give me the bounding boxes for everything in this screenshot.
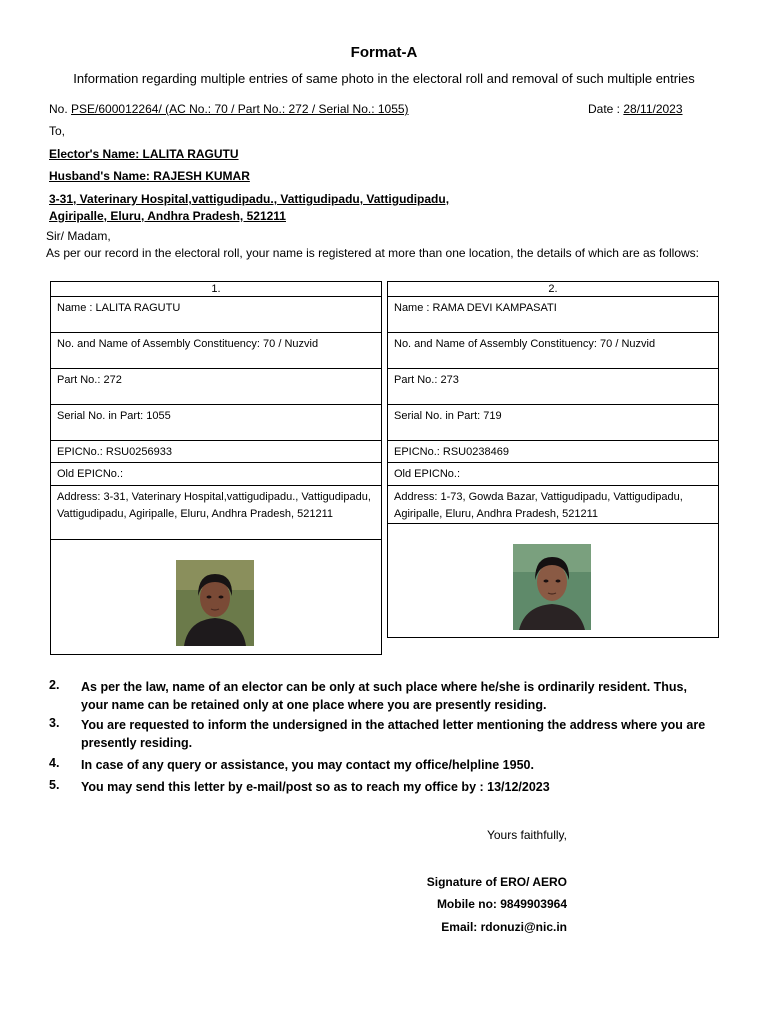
entry-card-2 <box>387 281 719 638</box>
address-line-1: 3-31, Vaterinary Hospital,vattigudipadu., Vattigudipadu, Vattigudipadu, <box>49 192 450 206</box>
entry-photo-cell <box>51 540 381 654</box>
entry-card-1 <box>50 281 382 655</box>
entry-epic: EPICNo.: RSU0238469 <box>388 441 718 463</box>
entry-index: 1. <box>51 282 381 297</box>
elector-photo-2 <box>513 544 591 630</box>
point-number: 2. <box>49 678 60 692</box>
entry-constituency: No. and Name of Assembly Constituency: 70 / Nuzvid <box>388 333 718 369</box>
reference-date <box>588 102 683 116</box>
elector-name: Elector's Name: LALITA RAGUTU <box>49 147 239 161</box>
salutation: Sir/ Madam, <box>46 229 111 243</box>
entry-address: Address: 1-73, Gowda Bazar, Vattigudipadu, Vattigudipadu, Agiripalle, Eluru, Andhra Pradesh, 521211 <box>388 486 718 524</box>
date-label: Date : <box>588 102 621 116</box>
entry-photo-cell <box>388 524 718 637</box>
reference-number <box>49 102 409 116</box>
point-text: As per the law, name of an elector can be only at such place where he/she is ordinarily resident. Thus, your name can be retained only at one place where you are presently residing. <box>81 680 687 712</box>
mobile-number: Mobile no: 9849903964 <box>436 897 567 911</box>
signature-label: Signature of ERO/ AERO <box>426 875 567 889</box>
entry-part: Part No.: 273 <box>388 369 718 405</box>
point-number: 4. <box>49 756 60 770</box>
entry-serial: Serial No. in Part: 719 <box>388 405 718 441</box>
date-value: 28/11/2023 <box>623 102 683 116</box>
to-label: To, <box>49 124 66 138</box>
point-text: In case of any query or assistance, you may contact my office/helpline 1950. <box>81 758 534 772</box>
point-text: You may send this letter by e-mail/post so as to reach my office by : 13/12/2023 <box>81 780 550 794</box>
page-subtitle: Information regarding multiple entries of same photo in the electoral roll and removal of such multiple entries <box>73 71 695 86</box>
entry-name: Name : LALITA RAGUTU <box>51 297 381 333</box>
address-line-2: Agiripalle, Eluru, Andhra Pradesh, 521211 <box>49 209 286 223</box>
entry-serial: Serial No. in Part: 1055 <box>51 405 381 441</box>
entry-part: Part No.: 272 <box>51 369 381 405</box>
point-number: 5. <box>49 778 60 792</box>
entry-address: Address: 3-31, Vaterinary Hospital,vattigudipadu., Vattigudipadu, Vattigudipadu, Agiripalle, Eluru, Andhra Pradesh, 521211 <box>51 486 381 540</box>
yours-faithfully: Yours faithfully, <box>486 828 567 842</box>
point-number: 3. <box>49 716 60 730</box>
husband-name: Husband's Name: RAJESH KUMAR <box>49 169 250 183</box>
entry-name: Name : RAMA DEVI KAMPASATI <box>388 297 718 333</box>
email-address: Email: rdonuzi@nic.in <box>441 920 567 934</box>
entry-index: 2. <box>388 282 718 297</box>
entry-old-epic: Old EPICNo.: <box>51 463 381 486</box>
intro-text: As per our record in the electoral roll, your name is registered at more than one location, the details of which are as follows: <box>46 246 699 260</box>
entry-epic: EPICNo.: RSU0256933 <box>51 441 381 463</box>
reference-no-label: No. <box>49 102 68 116</box>
page-title: Format-A <box>350 44 418 61</box>
elector-photo-1 <box>176 560 254 646</box>
entry-constituency: No. and Name of Assembly Constituency: 70 / Nuzvid <box>51 333 381 369</box>
point-text: You are requested to inform the undersigned in the attached letter mentioning the address where you are presently residing. <box>81 718 706 750</box>
reference-no-value: PSE/600012264/ (AC No.: 70 / Part No.: 272 / Serial No.: 1055) <box>71 102 409 116</box>
entry-old-epic: Old EPICNo.: <box>388 463 718 486</box>
